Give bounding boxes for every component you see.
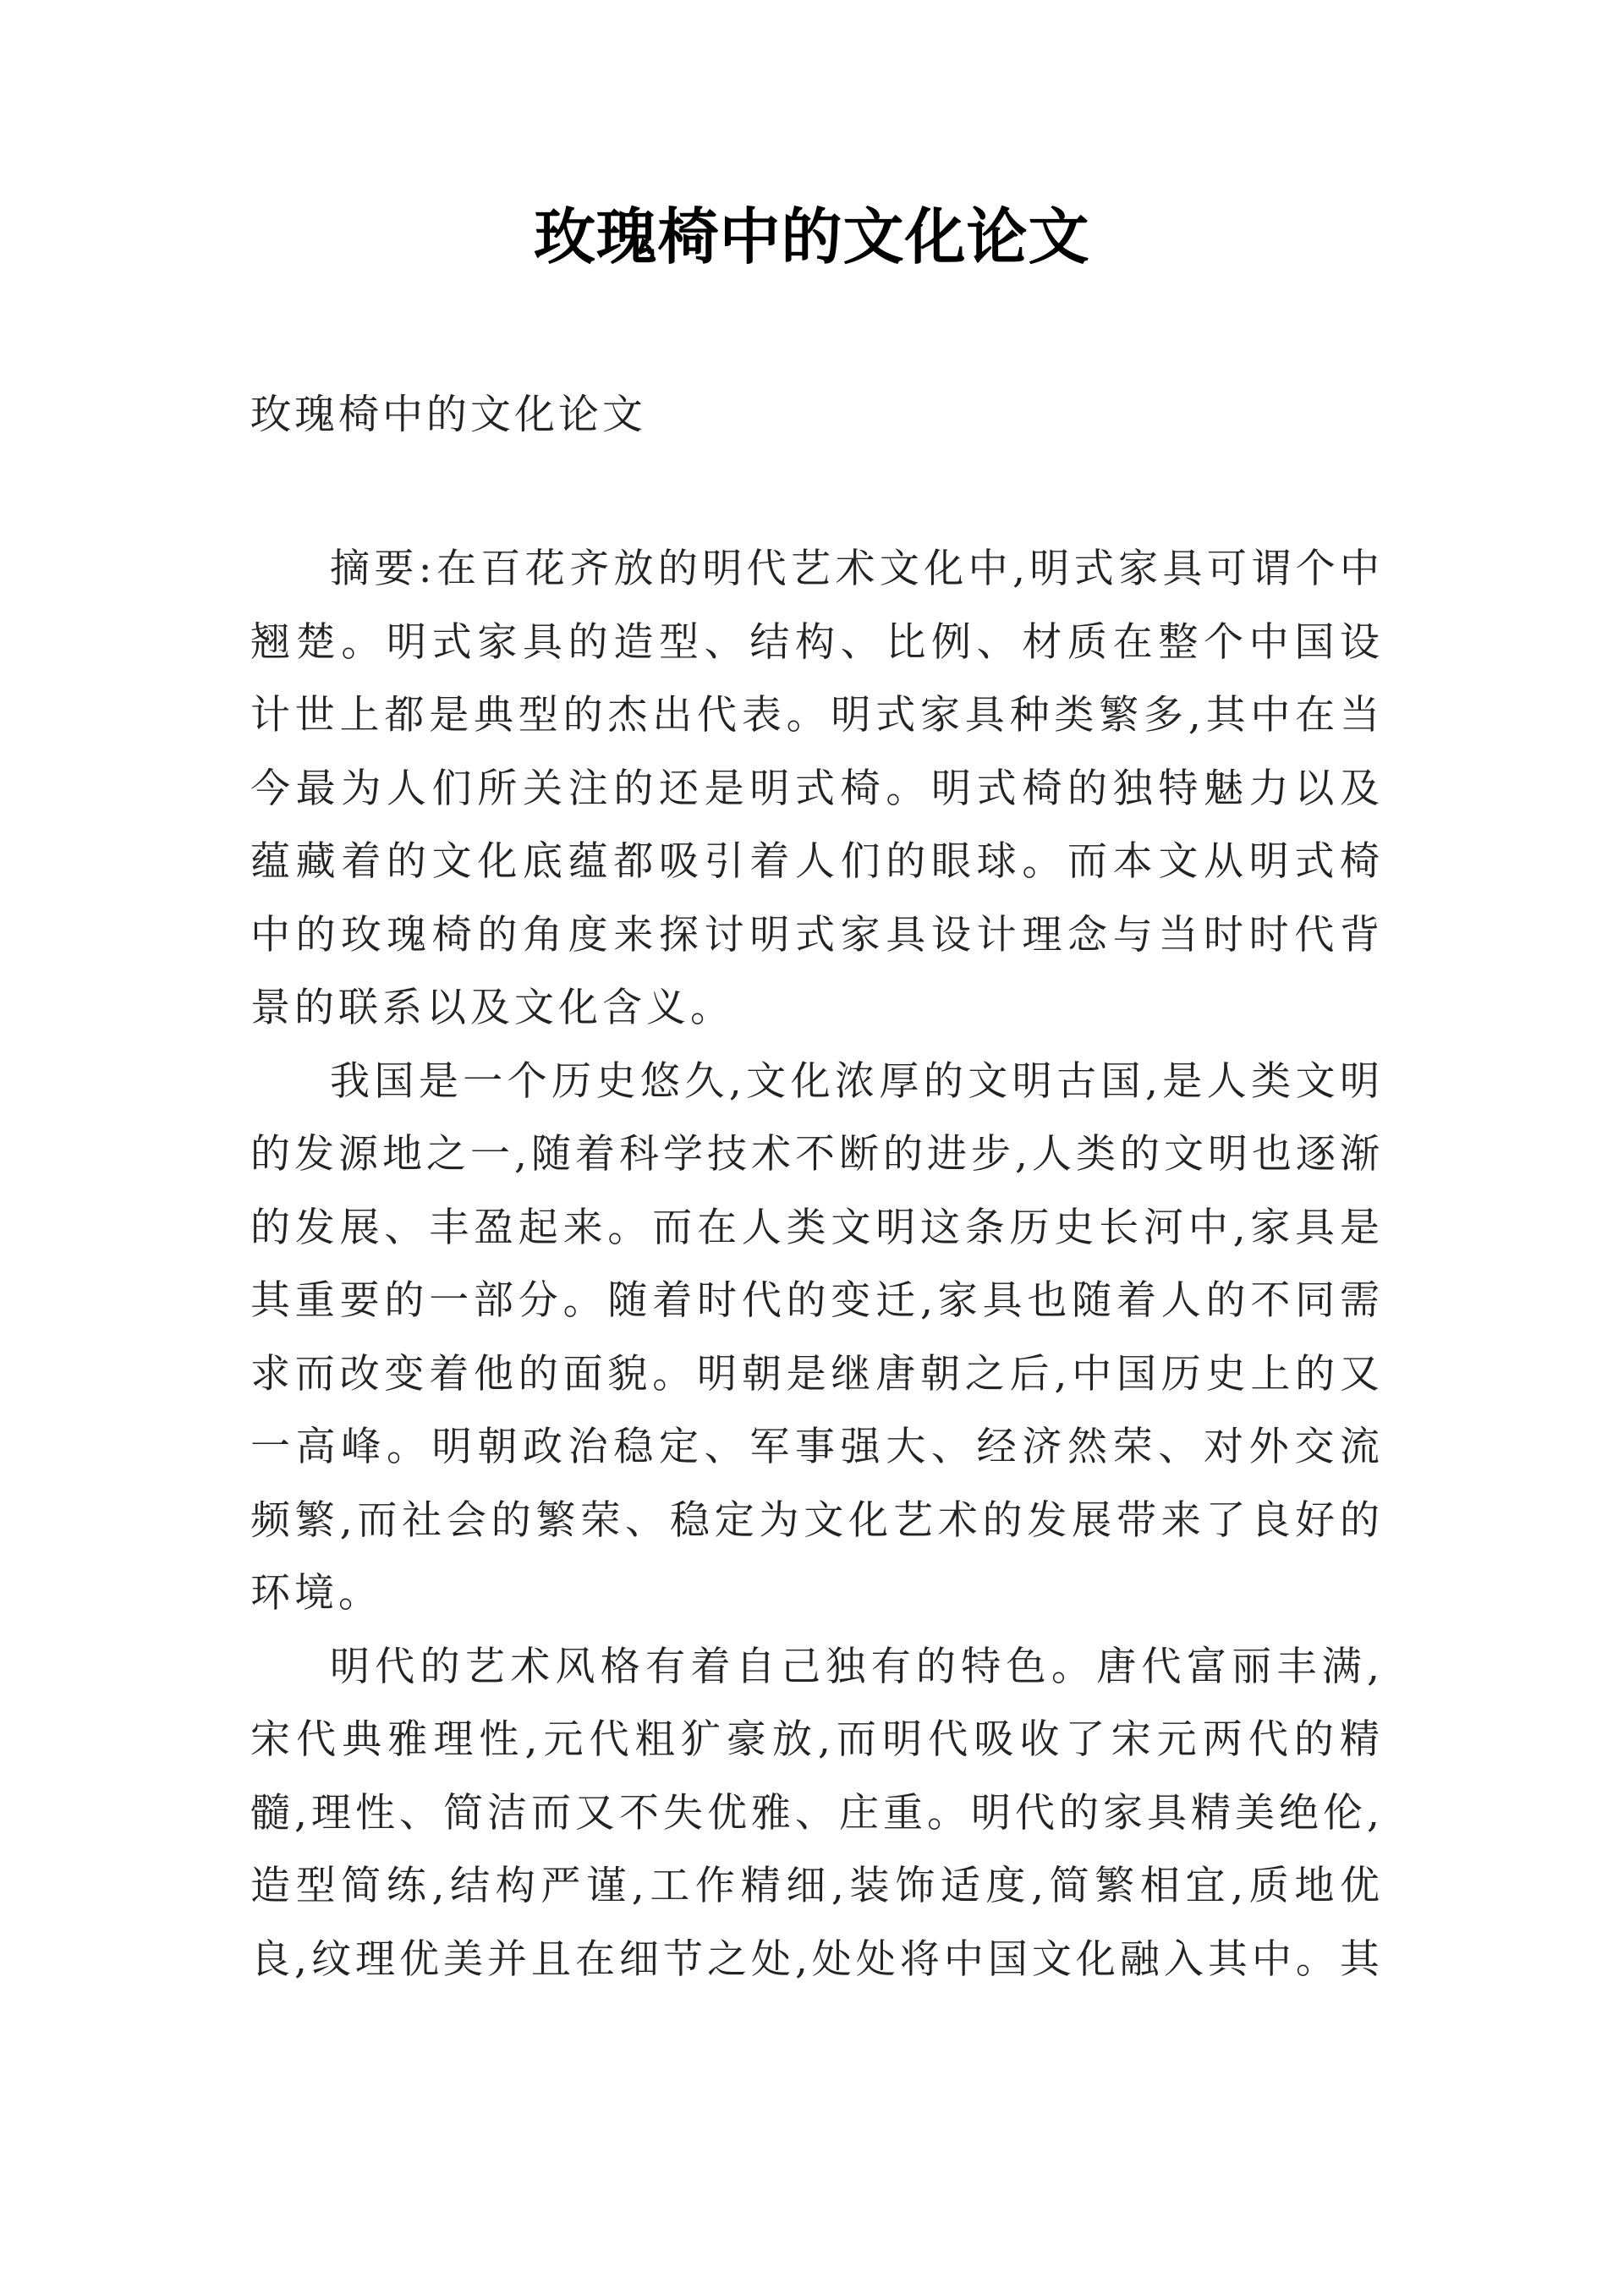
document-subtitle: 玫瑰椅中的文化论文	[250, 391, 647, 438]
paragraph-abstract: 摘要:在百花齐放的明代艺术文化中,明式家具可谓个中翘楚。明式家具的造型、结构、比例、材质在整个中国设计世上都是典型的杰出代表。明式家具种类繁多,其中在当今最为人们所关注的还是明式椅。明式椅的独特魅力以及蕴藏着的文化底蕴都吸引着人们的眼球。而本文从明式椅中的玫瑰椅的角度来探讨明式家具设计理念与当时时代背景的联系以及文化含义。	[250, 546, 1384, 1031]
document-title: 玫瑰椅中的文化论文	[534, 200, 1090, 272]
paragraph-history: 我国是一个历史悠久,文化浓厚的文明古国,是人类文明的发源地之一,随着科学技术不断的进步,人类的文明也逐渐的发展、丰盈起来。而在人类文明这条历史长河中,家具是其重要的一部分。随着时代的变迁,家具也随着人的不同需求而改变着他的面貌。明朝是继唐朝之后,中国历史上的又一高峰。明朝政治稳定、军事强大、经济然荣、对外交流频繁,而社会的繁荣、稳定为文化艺术的发展带来了良好的环境。	[250, 1057, 1384, 1617]
document-body	[250, 533, 1384, 1996]
paragraph-ming-style: 明代的艺术风格有着自己独有的特色。唐代富丽丰满,宋代典雅理性,元代粗犷豪放,而明代吸收了宋元两代的精髓,理性、简洁而又不失优雅、庄重。明代的家具精美绝伦,造型简练,结构严谨,工作精细,装饰适度,简繁相宜,质地优良,纹理优美并且在细节之处,处处将中国文化融入其中。其	[250, 1643, 1384, 1983]
